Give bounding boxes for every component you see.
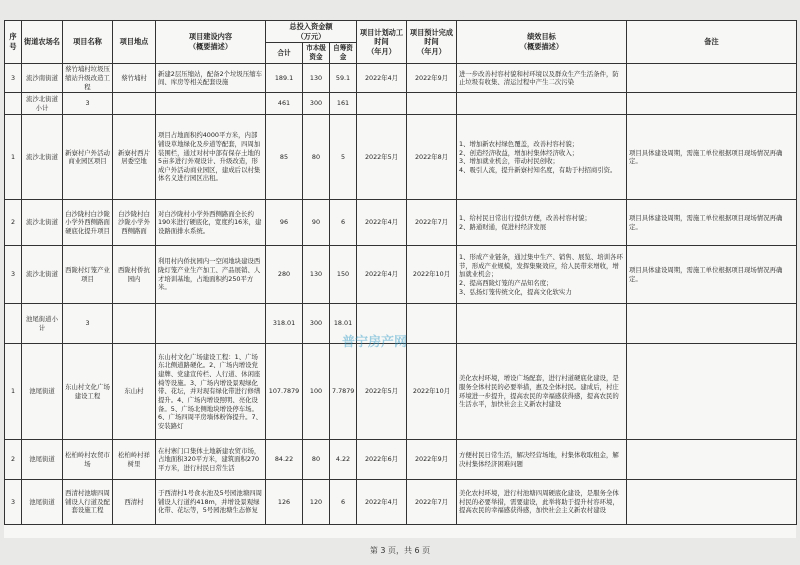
row-project-name: 新寮村户外活动商业园区项目 [63,115,113,200]
row-content [156,304,266,344]
table-row [5,64,797,93]
row-finish: 2022年9月 [407,440,457,480]
row-seq: 3 [5,64,22,93]
row-city-fund: 80 [303,440,330,480]
row-start: 2022年6月 [357,440,407,480]
col-goal-text: 绩效目标 （概要描述） [519,32,564,52]
row-total: 126 [266,480,303,525]
row-goal: 美化农村环境，进行村池塘四周硬底化建设，是服务全体村民的必要举措，需要建设，此举将助于提升村容环境，提高农民的幸福感获得感，加快社会主义新农村建设 [457,480,627,525]
col-total: 合计 [266,43,303,64]
col-project-name: 项目名称 [63,21,113,64]
row-goal: 进一步改善村容村貌和村环境以及群众生产生活条件，防止垃圾有收集、清运过程中产生二次污染 [457,64,627,93]
row-content: 于西清村1号食水池及5号园池塘四周铺设人行道约418m，并增设景观绿化带、花坛等，5号园池塘生态修复 [156,480,266,525]
row-street: 流沙北街道 [22,200,63,246]
row-city-fund: 80 [303,115,330,200]
row-finish: 2022年7月 [407,480,457,525]
row-finish [407,93,457,115]
col-start [357,21,407,64]
row-seq [5,93,22,115]
row-remark [627,440,797,480]
row-total: 107.7879 [266,344,303,440]
row-self-fund: 4.22 [330,440,357,480]
row-self-fund: 150 [330,246,357,304]
col-seq: 序号 [5,21,22,64]
col-investment-text: 总投入资金额 （万元） [289,22,333,41]
row-project-name: 西陇村灯笼产业项目 [63,246,113,304]
row-location: 西清村 [113,480,156,525]
row-city-fund: 300 [303,304,330,344]
row-project-name: 松柏岭村农贸市场 [63,440,113,480]
row-seq: 2 [5,440,22,480]
table-row [5,200,797,246]
row-location: 松柏岭村祥树里 [113,440,156,480]
row-finish: 2022年8月 [407,115,457,200]
row-city-fund: 130 [303,64,330,93]
table-row [5,304,797,344]
table-row [5,246,797,304]
row-city-fund: 300 [303,93,330,115]
row-location: 东山村 [113,344,156,440]
row-start: 2022年4月 [357,480,407,525]
row-content: 东山村文化广场建设工程：1、广场东北侧道路硬化。2、广场内增设党建牌、党建宣传栏、人行道、休闲座椅等设施。3、广场内增设景观绿化带、花坛，并对现有绿化带进行修缮提升。4、广场内增设照明、亮化设备。5、广场北侧地块增设停车场。6、广场四周平房墙体粉饰提升。7、安装路灯 [156,344,266,440]
row-self-fund: 6 [330,480,357,525]
row-remark [627,480,797,525]
row-remark: 项目具体建设周期，需施工单位根据项目现场情况再确定。 [627,200,797,246]
row-self-fund: 161 [330,93,357,115]
row-goal: 1、形成产业链条，通过集中生产、销售、展览、培训各环节，形成产业规模，发挥集聚效应，给人民带来增收，增加就业机会； 2、提高西陇灯笼的产品知名度； 3、弘扬灯笼传统文化，提高文化软实力 [457,246,627,304]
row-city-fund: 120 [303,480,330,525]
row-city-fund: 130 [303,246,330,304]
row-goal [457,93,627,115]
row-goal: 1、给村民日常出行提供方便，改善村容村貌； 2、路通财通，促进村经济发展 [457,200,627,246]
row-seq: 2 [5,200,22,246]
row-start [357,93,407,115]
row-goal: 方便村民日常生活，解决经营场地，村集体收取租金，解决村集体经济困难问题 [457,440,627,480]
col-investment [266,21,357,43]
row-start: 2022年4月 [357,200,407,246]
col-street: 街道农场名 [22,21,63,64]
row-total: 318.01 [266,304,303,344]
table-row [5,93,797,115]
page-footer: 第 3 页，共 6 页 [369,546,431,555]
row-remark [627,344,797,440]
row-finish [407,304,457,344]
col-start-text: 项目计划动工时间 （年月） [359,27,404,56]
table-row [5,480,797,525]
row-content: 在村寨门口集体土地新建农贸市场，占地面积320平方米，建筑面积270平方米，进行村民日常生活 [156,440,266,480]
document-sheet [4,20,796,538]
row-finish: 2022年9月 [407,64,457,93]
row-start: 2022年5月 [357,115,407,200]
row-remark: 项目具体建设周期，需施工单位根据项目现场情况再确定。 [627,246,797,304]
row-self-fund: 59.1 [330,64,357,93]
row-self-fund: 7.7879 [330,344,357,440]
row-content: 项目占地面积约4000平方米，内部铺设草地绿化及步道等配套，四周加装围栏，通过对村中部有保存土地的5亩多进行外观设计、升级改造，形成户外活动商业园区，建成后以村集体名义进行园区出租。 [156,115,266,200]
row-start: 2022年4月 [357,64,407,93]
row-total: 96 [266,200,303,246]
row-remark [627,304,797,344]
row-total: 189.1 [266,64,303,93]
col-remark: 备注 [627,21,797,64]
table-row [5,344,797,440]
row-total: 84.22 [266,440,303,480]
col-self-fund: 自筹资金 [330,43,357,64]
row-goal: 1、增加新农村绿色覆盖，改善村容村貌； 2、创造经济收益，增加村集体经济收入； 3、增加就业机会，带动村民创收； 4、吸引人流，提升新寮村知名度，有助于村招商引资。 [457,115,627,200]
row-project-name: 西清村池塘四周铺设人行道及配套设施工程 [63,480,113,525]
row-goal [457,304,627,344]
row-seq: 1 [5,344,22,440]
table-row [5,440,797,480]
row-finish: 2022年10月 [407,246,457,304]
row-content [156,93,266,115]
row-total: 461 [266,93,303,115]
row-city-fund: 90 [303,200,330,246]
row-street: 流沙北街道小计 [22,93,63,115]
row-street: 池尾街道 [22,344,63,440]
row-city-fund: 100 [303,344,330,440]
row-location [113,93,156,115]
row-remark [627,93,797,115]
row-location: 蔡竹埔村 [113,64,156,93]
row-remark [627,64,797,93]
table-body [5,64,797,525]
row-finish: 2022年7月 [407,200,457,246]
row-self-fund: 5 [330,115,357,200]
row-content: 新建2层压缩站，配备2个垃圾压缩车间、库房等相关配套设施 [156,64,266,93]
row-location: 白沙陇村白沙陇小学外西侧路面 [113,200,156,246]
row-start: 2022年5月 [357,344,407,440]
col-finish-text: 项目预计完成时间 （年月） [409,27,454,56]
table-row [5,115,797,200]
row-street: 池尾街道 [22,440,63,480]
row-location: 西陇村侨抗园内 [113,246,156,304]
row-street: 池尾街道 [22,480,63,525]
col-content [156,21,266,64]
row-total: 280 [266,246,303,304]
col-content-text: 项目建设内容 （概要描述） [188,32,233,52]
row-location: 新寮村西片居委空地 [113,115,156,200]
row-remark: 项目具体建设周期，需施工单位根据项目现场情况再确定。 [627,115,797,200]
row-content: 利用村内侨抗园内一空闲地块建设西陇灯笼产业生产加工、产品展销、人才培训基地，占地面积约250平方米。 [156,246,266,304]
row-seq [5,304,22,344]
row-goal: 美化农村环境，增设广场配套，进行村道硬底化建设，是服务全体村民的必要举措，惠及全体村民。建成后，村庄环境进一步提升，提高农民的幸福感获得感，提高农民的生活水平，加快社会主义新农村建设 [457,344,627,440]
watermark: 普宁房产网 [342,335,408,350]
row-project-name: 东山村文化广场建设工程 [63,344,113,440]
row-seq: 1 [5,115,22,200]
row-self-fund: 18.01 [330,304,357,344]
row-seq: 3 [5,246,22,304]
row-street: 流沙北街道 [22,115,63,200]
row-total: 85 [266,115,303,200]
col-goal [457,21,627,64]
row-project-name: 3 [63,93,113,115]
row-location [113,304,156,344]
project-table [4,20,797,525]
row-street: 池尾街道小计 [22,304,63,344]
row-street: 流沙北街道 [22,246,63,304]
col-finish [407,21,457,64]
col-city-fund: 市本级资金 [303,43,330,64]
row-self-fund: 6 [330,200,357,246]
row-start: 2022年4月 [357,246,407,304]
row-start [357,304,407,344]
row-finish: 2022年10月 [407,344,457,440]
row-project-name: 蔡竹埔村垃圾压缩站升级改造工程 [63,64,113,93]
row-content: 对白沙陇村小学外西侧路面全长约190米进行硬底化，宽度约16米，建设路面排水系统。 [156,200,266,246]
row-seq: 3 [5,480,22,525]
row-project-name: 白沙陇村白沙陇小学外西侧路面硬底化提升项目 [63,200,113,246]
row-project-name: 3 [63,304,113,344]
col-location: 项目地点 [113,21,156,64]
row-street: 流沙南街道 [22,64,63,93]
